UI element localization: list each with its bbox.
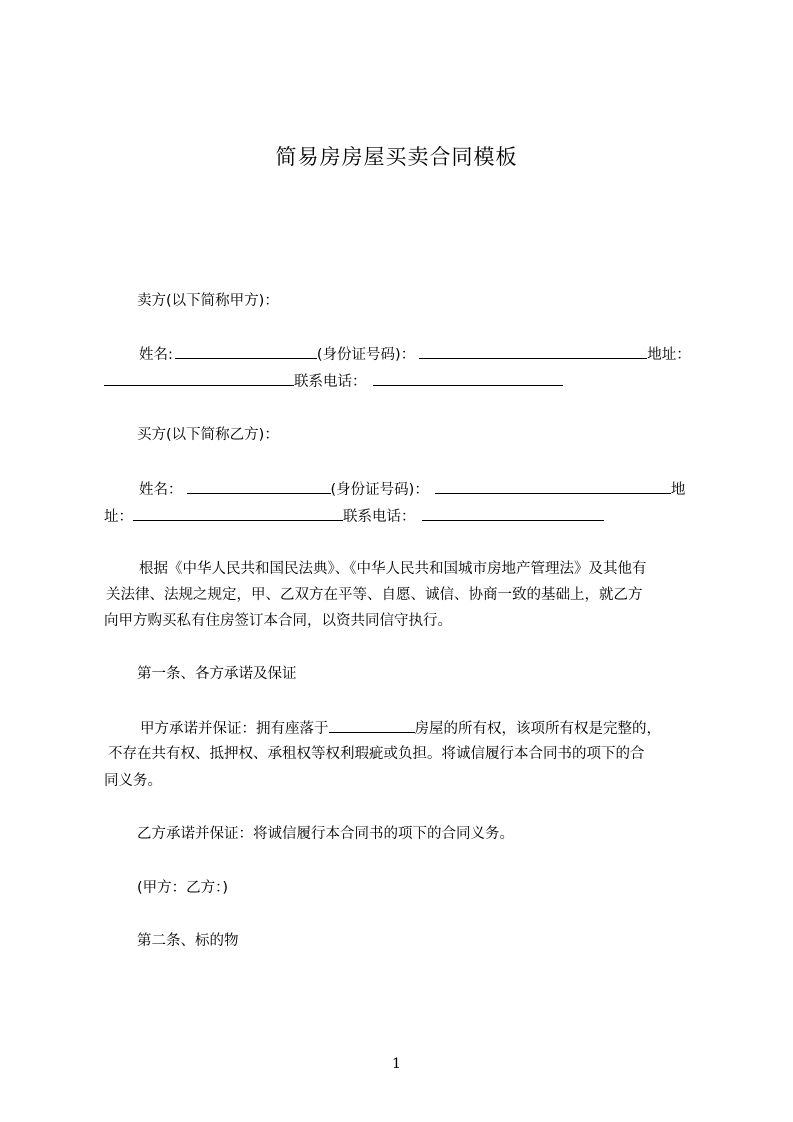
buyer-phone-blank[interactable]	[422, 506, 604, 521]
buyer-address-label-part2: 址：	[104, 509, 133, 525]
seller-info-line-2	[104, 371, 563, 392]
buyer-promise: 乙方承诺并保证：将诚信履行本合同书的项下的合同义务。	[137, 826, 514, 842]
seller-phone-label: 联系电话：	[294, 374, 367, 390]
buyer-address-blank[interactable]	[133, 506, 343, 521]
buyer-name-label: 姓名：	[139, 482, 183, 498]
seller-id-label: (身份证号码)：	[316, 347, 416, 363]
article1-heading: 第一条、各方承诺及保证	[137, 666, 297, 682]
buyer-heading: 买方(以下简称乙方)：	[137, 427, 279, 443]
seller-promise-line-3: 同义务。	[104, 773, 162, 789]
seller-address-blank[interactable]	[104, 371, 294, 386]
preamble-line-3: 向甲方购买私有住房签订本合同，以资共同信守执行。	[104, 613, 452, 629]
seller-heading: 卖方(以下简称甲方)：	[137, 293, 279, 309]
seller-phone-blank[interactable]	[373, 371, 563, 386]
preamble-line-1: 根据《中华人民共和国民法典》、《中华人民共和国城市房地产管理法》及其他有	[139, 561, 647, 577]
page-number: 1	[392, 1056, 401, 1072]
seller-promise-line-2: 不存在共有权、抵押权、承租权等权利瑕疵或负担。将诚信履行本合同书的项下的合	[108, 746, 645, 762]
seller-info-line-1	[139, 344, 691, 365]
seller-address-label: 地址：	[647, 347, 691, 363]
buyer-address-label-part1: 地	[670, 482, 686, 498]
seller-name-label: 姓名:	[139, 347, 173, 363]
page-title: 简易房房屋买卖合同模板	[275, 145, 518, 169]
seller-id-blank[interactable]	[419, 344, 647, 359]
signature-line: (甲方：乙方：)	[137, 880, 229, 896]
buyer-info-line-1	[139, 479, 685, 500]
seller-promise-end: 房屋的所有权，该项所有权是完整的，	[414, 721, 661, 737]
buyer-id-blank[interactable]	[435, 479, 671, 494]
article2-heading: 第二条、标的物	[137, 933, 239, 949]
buyer-info-line-2	[104, 506, 604, 527]
preamble-line-2: 关法律、法规之规定，甲、乙双方在平等、自愿、诚信、协商一致的基础上，就乙方	[106, 587, 643, 603]
buyer-phone-label: 联系电话：	[343, 509, 416, 525]
seller-promise-line-1	[140, 718, 661, 739]
seller-promise-start: 甲方承诺并保证：拥有座落于	[140, 721, 329, 737]
buyer-name-blank[interactable]	[187, 479, 331, 494]
property-location-blank[interactable]	[329, 718, 415, 733]
seller-name-blank[interactable]	[175, 344, 317, 359]
buyer-id-label: (身份证号码)：	[330, 482, 429, 498]
